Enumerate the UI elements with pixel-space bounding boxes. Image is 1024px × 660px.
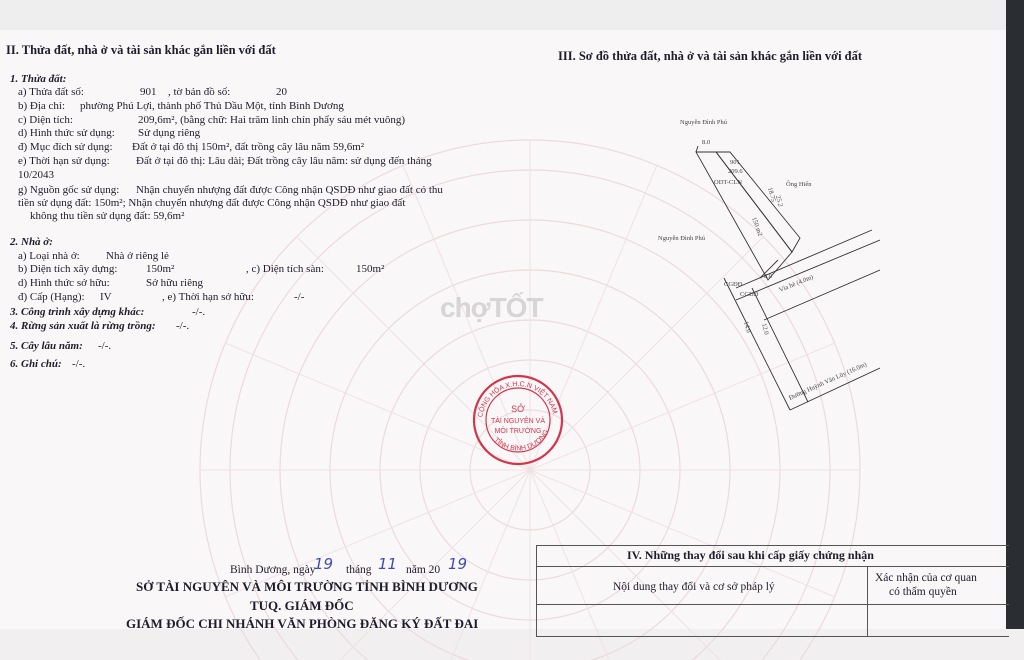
road-top-label: Nguyễn Đình Phú	[680, 119, 727, 126]
col-confirm-header-1: Xác nhận của cơ quan	[875, 572, 977, 584]
parcel-diagram	[640, 110, 880, 420]
house-b-label: b) Diện tích xây dựng:	[18, 263, 118, 275]
land-b-label: b) Địa chỉ:	[18, 100, 66, 112]
sig-month-label: tháng	[346, 564, 372, 576]
land-b-value: phường Phú Lợi, thành phố Thủ Dầu Một, tỉnh Bình Dương	[80, 100, 344, 112]
dim-side-c: 14.0	[742, 320, 752, 334]
land-c-value: 209,6m², (bằng chữ: Hai trăm linh chín phẩy sáu mét vuông)	[138, 114, 406, 126]
house-c-value: 150m²	[356, 263, 385, 275]
dim-top: 8.0	[702, 139, 711, 146]
sig-year-label: năm 20	[406, 564, 441, 576]
house-d-label: d) Hình thức sở hữu:	[18, 277, 110, 289]
section4-title: IV. Những thay đổi sau khi cấp giấy chứng nhận	[627, 548, 874, 562]
house-dd-value: IV	[100, 291, 112, 303]
land-d-label: d) Hình thức sử dụng:	[18, 127, 115, 139]
neighbor-label: Ông Hiển	[786, 181, 812, 188]
sig-year: 19	[448, 555, 468, 573]
cgdd-label-1: CGĐĐ	[724, 281, 743, 288]
changes-table	[536, 545, 1009, 637]
sig-day: 19	[314, 555, 334, 573]
sig-org: SỞ TÀI NGUYÊN VÀ MÔI TRƯỜNG TỈNH BÌNH DƯƠNG	[136, 579, 478, 594]
cgdd-label-2: CGĐĐ	[740, 291, 759, 298]
land-g-value: Nhận chuyển nhượng đất được Công nhận QSDĐ như giao đất có thu	[136, 184, 443, 196]
item6-value: -/-.	[72, 358, 86, 370]
stamp-center-1: SỞ	[511, 404, 525, 414]
road-left-label: Nguyễn Đình Phú	[658, 235, 705, 242]
land-a-value: 901	[140, 86, 157, 98]
watermark: chợTỐT	[440, 292, 543, 323]
road-bottom-label: Đường Huỳnh Văn Lũy (16.0m)	[787, 361, 868, 402]
land-a-label: a) Thửa đất số:	[18, 86, 84, 98]
item3-label: 3. Công trình xây dựng khác:	[10, 306, 145, 318]
changes-table-subheader	[537, 566, 1009, 605]
parcel-number: 901	[730, 159, 740, 166]
section3-title: III. Sơ đồ thửa đất, nhà ở và tài sản khác gắn liền với đất	[558, 49, 863, 63]
land-e-value2: 10/2043	[18, 169, 55, 181]
sig-director: GIÁM ĐỐC CHI NHÁNH VĂN PHÒNG ĐĂNG KÝ ĐẤT ĐAI	[126, 616, 479, 631]
house-c-label: , c) Diện tích sàn:	[246, 263, 324, 275]
house-dd-label: đ) Cấp (Hạng):	[18, 291, 85, 303]
parcel-code: ODT-CLN	[714, 179, 742, 186]
stamp-center-3: MÔI TRƯỜNG	[494, 428, 542, 435]
land-e-value: Đất ở tại đô thị: Lâu dài; Đất trồng cây lâu năm: sử dụng đến tháng	[136, 155, 432, 167]
neighbor-strip	[716, 152, 800, 252]
land-e-label: e) Thời hạn sử dụng:	[18, 155, 110, 167]
changes-table-header	[537, 546, 1009, 567]
stamp-bottom-text: TỈNH BÌNH DƯƠNG	[492, 428, 551, 453]
col-content-header: Nội dung thay đổi và cơ sở pháp lý	[613, 581, 775, 593]
sig-place: Bình Dương, ngày	[230, 564, 316, 576]
land-g-value2: tiền sử dụng đất: 150m²; Nhận chuyển nhượng đất được Công nhận QSDĐ như giao đất	[18, 197, 406, 209]
item6-label: 6. Ghi chú:	[10, 358, 62, 370]
item4-label: 4. Rừng sản xuất là rừng trồng:	[10, 320, 156, 332]
house-a-value: Nhà ở riêng lẻ	[106, 250, 169, 262]
official-red-stamp	[470, 372, 566, 468]
stamp-ring-text: CỘNG HÒA X.H.C.N VIỆT NAM	[477, 380, 559, 418]
dim-side-d: 12.0	[760, 322, 770, 336]
dark-right-edge	[1006, 0, 1024, 629]
land-g-label: g) Nguồn gốc sử dụng:	[18, 184, 120, 196]
item5-value: -/-.	[98, 340, 112, 352]
col-confirm-header-2: có thẩm quyền	[889, 586, 957, 598]
land-d-value: Sử dụng riêng	[138, 127, 201, 139]
dim-side-a: 18.75	[766, 186, 777, 203]
sig-tuq: TUQ. GIÁM ĐỐC	[250, 598, 354, 613]
item3-value: -/-.	[192, 306, 206, 318]
land-dd-value: Đất ở tại đô thị 150m², đất trồng cây lâu năm 59,6m²	[132, 141, 365, 153]
item5-label: 5. Cây lâu năm:	[10, 340, 83, 352]
map-label: , tờ bản đồ số:	[168, 86, 231, 98]
inner-area: 150 m2	[750, 216, 764, 238]
land-dd-label: đ) Mục đích sử dụng:	[18, 141, 113, 153]
dim-side-b: 25.2	[774, 194, 784, 208]
house-b-value: 150m²	[146, 263, 175, 275]
stamp-center-2: TÀI NGUYÊN VÀ	[490, 418, 546, 425]
house-a-label: a) Loại nhà ở:	[18, 250, 80, 262]
parcel-area: 209.6	[728, 168, 743, 175]
section2-title: II. Thửa đất, nhà ở và tài sản khác gắn liền với đất	[6, 43, 276, 57]
house-e-value: -/-	[294, 291, 305, 303]
house-d-value: Sở hữu riêng	[146, 277, 203, 289]
land-c-label: c) Diện tích:	[18, 114, 73, 126]
item4-value: -/-.	[176, 320, 190, 332]
house-heading: 2. Nhà ở:	[10, 236, 53, 248]
dim-mid: 8.0	[764, 273, 773, 280]
sig-month: 11	[378, 555, 398, 573]
top-bar	[0, 0, 1024, 32]
map-value: 20	[276, 86, 287, 98]
land-g-value3: không thu tiền sử dụng đất: 59,6m²	[30, 210, 185, 222]
house-e-label: , e) Thời hạn sở hữu:	[162, 291, 254, 303]
land-heading: 1. Thửa đất:	[10, 73, 67, 85]
sidewalk-label: Vỉa hè (4.0m)	[778, 273, 815, 294]
